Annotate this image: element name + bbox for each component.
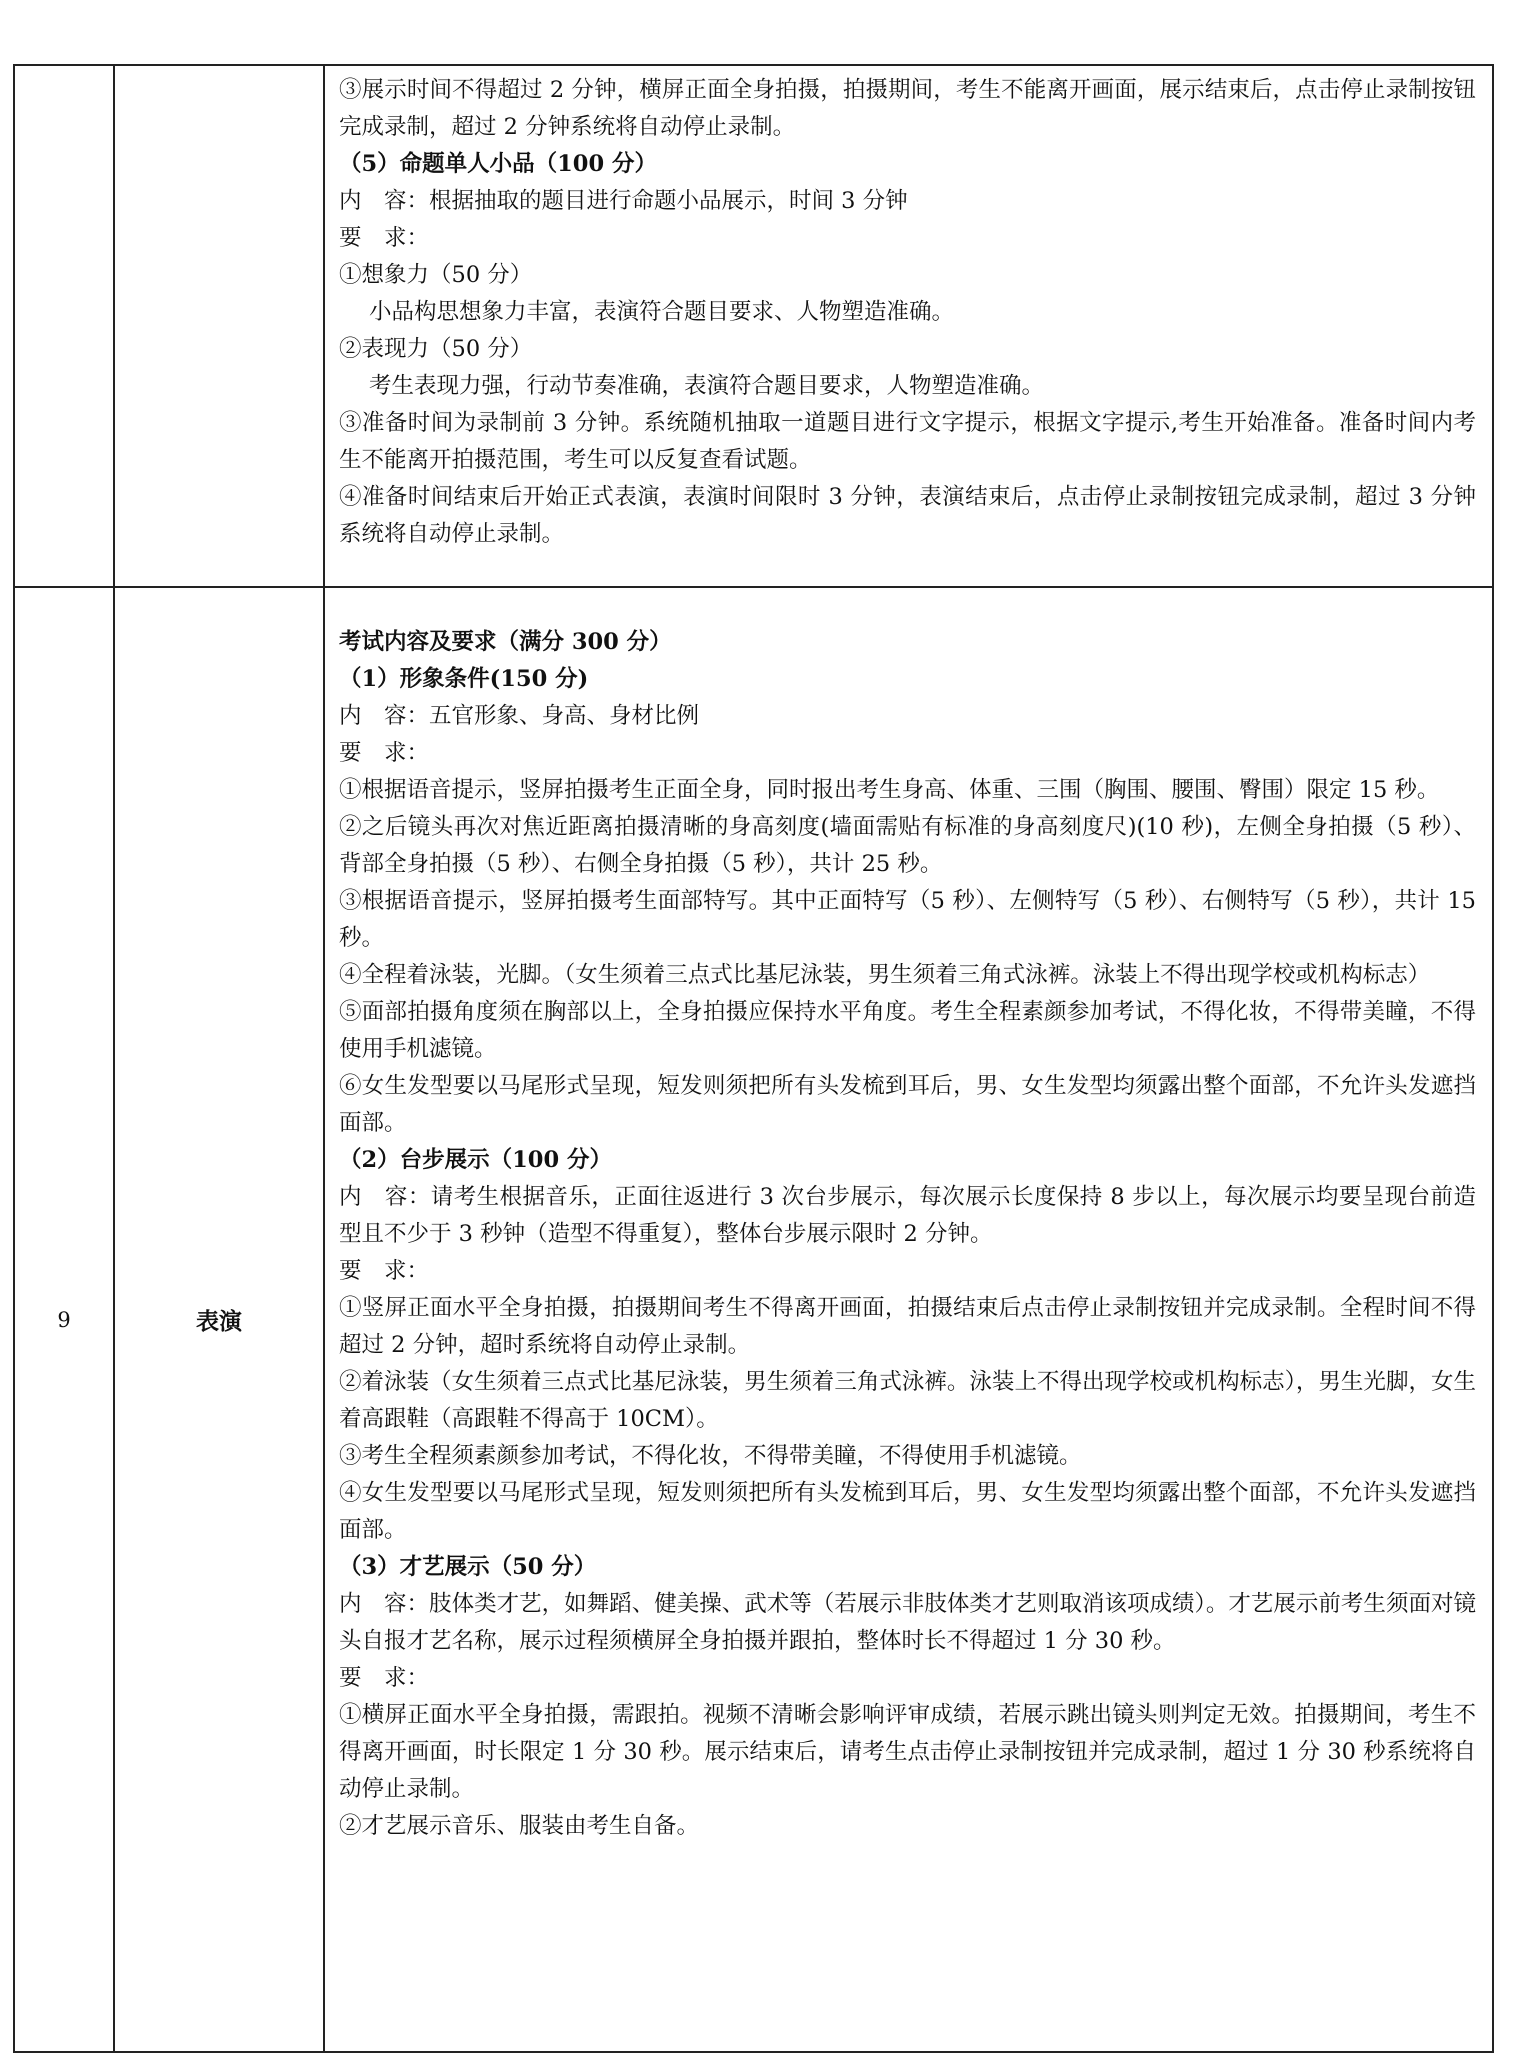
requirement-line: ④全程着泳装，光脚。（女生须着三点式比基尼泳装，男生须着三角式泳裤。泳装上不得出现学校或机构标志）	[339, 962, 1431, 988]
requirement-line: ②着泳装（女生须着三点式比基尼泳装，男生须着三角式泳裤。泳装上不得出现学校或机构标志），男生光脚，女生着高跟鞋（高跟鞋不得高于 10CM）。	[339, 1369, 1476, 1432]
section-heading: （3）才艺展示（50 分）	[339, 1554, 597, 1580]
requirements-cell	[324, 65, 1493, 587]
requirement-line: ①根据语音提示，竖屏拍摄考生正面全身，同时报出考生身高、体重、三围（胸围、腰围、臀围）限定 15 秒。	[339, 777, 1440, 803]
requirement-line: ③根据语音提示，竖屏拍摄考生面部特写。其中正面特写（5 秒）、左侧特写（5 秒）、右侧特写（5 秒），共计 15 秒。	[339, 888, 1476, 951]
requirement-line: 要 求：	[339, 225, 430, 251]
requirement-line: ①竖屏正面水平全身拍摄，拍摄期间考生不得离开画面，拍摄结束后点击停止录制按钮并完成录制。全程时间不得超过 2 分钟，超时系统将自动停止录制。	[339, 1295, 1476, 1358]
requirement-line: ④女生发型要以马尾形式呈现，短发则须把所有头发梳到耳后，男、女生发型均须露出整个面部，不允许头发遮挡面部。	[339, 1480, 1476, 1543]
requirements-cell	[324, 587, 1493, 2052]
requirements-content	[325, 66, 1492, 561]
requirement-line: 内 容：请考生根据音乐，正面往返进行 3 次台步展示，每次展示长度保持 8 步以上，每次展示均要呈现台前造型且不少于 3 秒钟（造型不得重复），整体台步展示限时 2 分钟。	[339, 1184, 1476, 1247]
subject-cell: 表演	[114, 587, 324, 2052]
requirement-line: 考生表现力强，行动节奏准确，表演符合题目要求，人物塑造准确。	[369, 373, 1045, 399]
requirement-line: ②才艺展示音乐、服装由考生自备。	[339, 1813, 700, 1839]
requirement-line: ③准备时间为录制前 3 分钟。系统随机抽取一道题目进行文字提示，根据文字提示,考生开始准备。准备时间内考生不能离开拍摄范围，考生可以反复查看试题。	[339, 410, 1476, 473]
table-row	[14, 587, 1493, 2052]
requirement-line: 要 求：	[339, 1258, 430, 1284]
section-heading: （1）形象条件(150 分)	[339, 666, 589, 692]
requirement-line: ⑥女生发型要以马尾形式呈现，短发则须把所有头发梳到耳后，男、女生发型均须露出整个面部，不允许头发遮挡面部。	[339, 1073, 1476, 1136]
table-row	[14, 65, 1493, 587]
requirement-line: 内 容：根据抽取的题目进行命题小品展示，时间 3 分钟	[339, 188, 908, 214]
requirement-line: 要 求：	[339, 1665, 430, 1691]
section-heading: （5）命题单人小品（100 分）	[339, 151, 657, 177]
requirement-line: 小品构思想象力丰富，表演符合题目要求、人物塑造准确。	[369, 299, 955, 325]
requirement-line: ①横屏正面水平全身拍摄，需跟拍。视频不清晰会影响评审成绩，若展示跳出镜头则判定无效。拍摄期间，考生不得离开画面，时长限定 1 分 30 秒。展示结束后，请考生点击停止录制按钮并完成录制，超过 1 分 30 秒系统将自动停止录制。	[339, 1702, 1476, 1802]
requirement-line: ③展示时间不得超过 2 分钟，横屏正面全身拍摄，拍摄期间，考生不能离开画面，展示结束后，点击停止录制按钮完成录制，超过 2 分钟系统将自动停止录制。	[339, 77, 1476, 140]
requirements-content	[325, 588, 1492, 1853]
row-number-cell	[14, 65, 114, 587]
section-heading: （2）台步展示（100 分）	[339, 1147, 612, 1173]
subject-cell	[114, 65, 324, 587]
requirement-line: ③考生全程须素颜参加考试，不得化妆，不得带美瞳，不得使用手机滤镜。	[339, 1443, 1082, 1469]
requirement-line: 内 容：五官形象、身高、身材比例	[339, 703, 700, 729]
requirement-line: 内 容：肢体类才艺，如舞蹈、健美操、武术等（若展示非肢体类才艺则取消该项成绩）。才艺展示前考生须面对镜头自报才艺名称，展示过程须横屏全身拍摄并跟拍，整体时长不得超过 1 分 30 秒。	[339, 1591, 1476, 1654]
requirement-line: ②之后镜头再次对焦近距离拍摄清晰的身高刻度(墙面需贴有标准的身高刻度尺)(10 秒)，左侧全身拍摄（5 秒）、背部全身拍摄（5 秒）、右侧全身拍摄（5 秒），共计 25 秒。	[339, 814, 1476, 877]
exam-requirements-table	[13, 64, 1494, 2053]
requirement-line: ①想象力（50 分）	[339, 262, 533, 288]
section-title: 考试内容及要求（满分 300 分）	[339, 629, 672, 655]
requirement-line: ②表现力（50 分）	[339, 336, 533, 362]
requirement-line: 要 求：	[339, 740, 430, 766]
requirement-line: ⑤面部拍摄角度须在胸部以上，全身拍摄应保持水平角度。考生全程素颜参加考试，不得化妆，不得带美瞳，不得使用手机滤镜。	[339, 999, 1476, 1062]
row-number-cell: 9	[14, 587, 114, 2052]
requirement-line: ④准备时间结束后开始正式表演，表演时间限时 3 分钟，表演结束后，点击停止录制按钮完成录制，超过 3 分钟系统将自动停止录制。	[339, 484, 1476, 547]
